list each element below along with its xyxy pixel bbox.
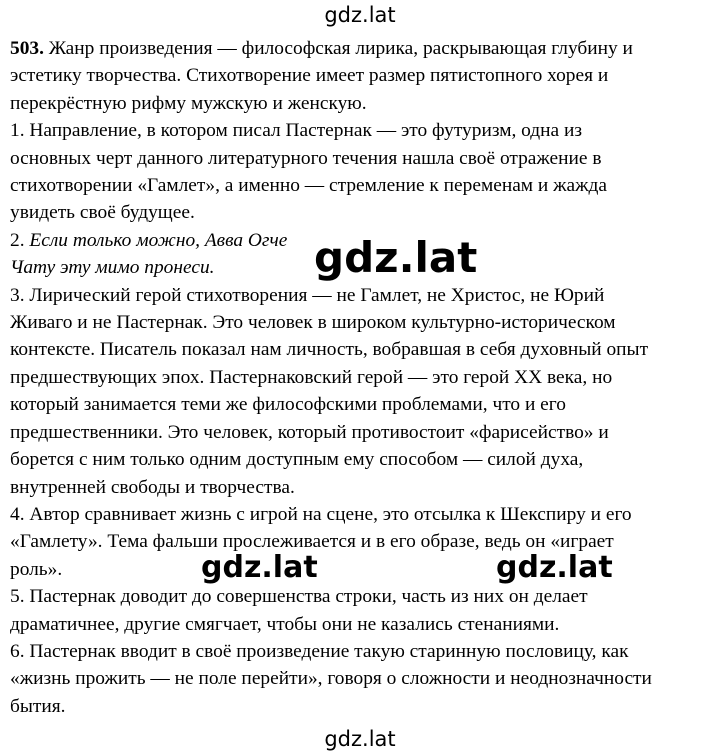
watermark-bottom: gdz.lat	[324, 727, 396, 751]
text-line-12: контексте. Писатель показал нам личность, вобравшая в себя духовный опыт	[10, 339, 649, 361]
text-line-6: стихотворении «Гамлет», а именно — стремление к переменам и жажда	[10, 175, 608, 197]
text-line-24: «жизнь прожить — не поле перейти», говоря о сложности и неоднозначности	[10, 668, 652, 690]
text-line-20: роль».	[10, 558, 63, 580]
text-line-18: 4. Автор сравнивает жизнь с игрой на сцене, это отсылка к Шекспиру и его	[10, 503, 632, 525]
text-line-14: который занимается теми же философскими проблемами, что и его	[10, 394, 566, 416]
text-line-4: 1. Направление, в котором писал Пастернак — это футуризм, одна из	[10, 120, 583, 142]
watermark-right: gdz.lat	[496, 550, 613, 585]
answer-text	[10, 35, 710, 720]
watermark-center: gdz.lat	[314, 233, 478, 282]
watermark-top: gdz.lat	[324, 3, 396, 27]
text-line-17: внутренней свободы и творчества.	[10, 476, 295, 498]
text-line-13: предшествующих эпох. Пастернаковский герой — это герой XX века, но	[10, 366, 613, 388]
text-line-25: бытия.	[10, 695, 66, 717]
text-line-21: 5. Пастернак доводит до совершенства строки, часть из них он делает	[10, 586, 588, 608]
text-line-16: борется с ним только одним доступным ему способом — силой духа,	[10, 449, 584, 471]
watermark-left: gdz.lat	[201, 550, 318, 585]
text-line-1	[10, 35, 710, 62]
text-line-2: эстетику творчества. Стихотворение имеет размер пятистопного хорея и	[10, 65, 609, 87]
text-line-15: предшественники. Это человек, который противостоит «фарисейство» и	[10, 421, 609, 443]
text-line-23: 6. Пастернак вводит в своё произведение такую старинную пословицу, как	[10, 640, 629, 662]
line-prefix: 2.	[10, 229, 30, 251]
quote-line-2: Чату эту мимо пронеси.	[10, 257, 215, 279]
text-line-7: увидеть своё будущее.	[10, 202, 195, 224]
text-line-19: «Гамлету». Тема фальши прослеживается и в его образе, ведь он «играет	[10, 531, 614, 553]
quote-line-1: Если только можно, Авва Огче	[29, 229, 288, 251]
line-text: Жанр произведения — философская лирика, раскрывающая глубину и	[43, 38, 633, 59]
text-line-10: 3. Лирический герой стихотворения — не Гамлет, не Христос, не Юрий	[10, 284, 605, 306]
text-line-11: Живаго и не Пастернак. Это человек в широком культурно-историческом	[10, 312, 616, 334]
text-line-5: основных черт данного литературного течения нашла своё отражение в	[10, 147, 602, 169]
text-line-3: перекрёстную рифму мужскую и женскую.	[10, 92, 367, 114]
text-line-22: драматичнее, другие смягчает, чтобы они не казались стенаниями.	[10, 613, 560, 635]
exercise-number: 503.	[10, 38, 44, 59]
